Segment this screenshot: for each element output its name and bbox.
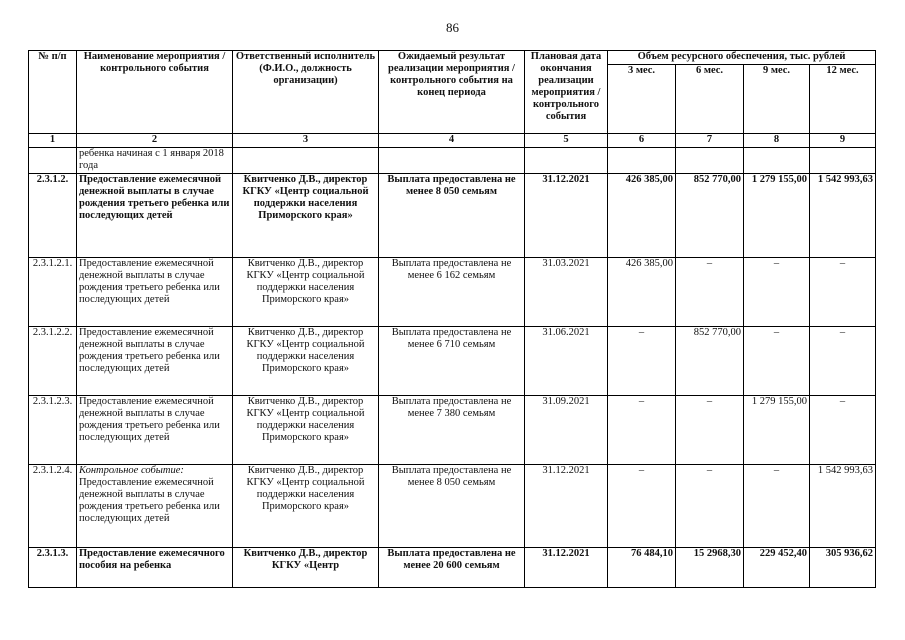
- column-number: 4: [379, 134, 525, 148]
- row-9-months: –: [744, 258, 810, 327]
- column-number: 7: [676, 134, 744, 148]
- table-row: [29, 258, 876, 327]
- row-executor: Квитченко Д.В., директор КГКУ «Центр: [233, 548, 379, 588]
- table-row: [29, 174, 876, 258]
- row-3-months: 426 385,00: [608, 258, 676, 327]
- header-number: № п/п: [29, 51, 77, 134]
- row-9-months: 229 452,40: [744, 548, 810, 588]
- header-12-months: 12 мес.: [810, 65, 876, 134]
- row-3-months: –: [608, 396, 676, 465]
- row-9-months: –: [744, 327, 810, 396]
- row-date: 31.12.2021: [525, 465, 608, 548]
- row-name: Предоставление ежемесячной денежной выплаты в случае рождения третьего ребенка или последующих детей: [77, 396, 233, 465]
- row-3-months: –: [608, 465, 676, 548]
- column-number: 9: [810, 134, 876, 148]
- column-number: 2: [77, 134, 233, 148]
- header-3-months: 3 мес.: [608, 65, 676, 134]
- header-date: Плановая дата окончания реализации мероприятия / контрольного события: [525, 51, 608, 134]
- row-result: Выплата предоставлена не менее 8 050 семьям: [379, 465, 525, 548]
- row-6-months: –: [676, 396, 744, 465]
- row-result: Выплата предоставлена не менее 20 600 семьям: [379, 548, 525, 588]
- table-row: [29, 396, 876, 465]
- header-result: Ожидаемый результат реализации мероприятия / контрольного события на конец периода: [379, 51, 525, 134]
- row-date: 31.03.2021: [525, 258, 608, 327]
- table-row: [29, 327, 876, 396]
- row-9-months: –: [744, 465, 810, 548]
- row-name: Предоставление ежемесячной денежной выплаты в случае рождения третьего ребенка или последующих детей: [79, 477, 220, 524]
- row-number: 2.3.1.2.: [29, 174, 77, 258]
- row-date: 31.06.2021: [525, 327, 608, 396]
- row-result: Выплата предоставлена не менее 6 710 семьям: [379, 327, 525, 396]
- row-12-months: –: [810, 396, 876, 465]
- row-executor: Квитченко Д.В., директор КГКУ «Центр социальной поддержки населения Приморского края»: [233, 258, 379, 327]
- row-12-months: –: [810, 258, 876, 327]
- column-number: 8: [744, 134, 810, 148]
- table-row: [29, 548, 876, 588]
- row-result: Выплата предоставлена не менее 8 050 семьям: [379, 174, 525, 258]
- column-number: 3: [233, 134, 379, 148]
- row-name: Предоставление ежемесячной денежной выплаты в случае рождения третьего ребенка или последующих детей: [77, 174, 233, 258]
- row-3-months: –: [608, 327, 676, 396]
- row-6-months: –: [676, 258, 744, 327]
- row-name: ребенка начиная с 1 января 2018 года: [77, 148, 233, 174]
- row-name: Предоставление ежемесячной денежной выплаты в случае рождения третьего ребенка или последующих детей: [77, 327, 233, 396]
- header-9-months: 9 мес.: [744, 65, 810, 134]
- row-number: 2.3.1.2.1.: [29, 258, 77, 327]
- row-6-months: –: [676, 465, 744, 548]
- row-number: 2.3.1.2.2.: [29, 327, 77, 396]
- control-event-label: Контрольное событие:: [79, 465, 184, 476]
- row-executor: Квитченко Д.В., директор КГКУ «Центр социальной поддержки населения Приморского края»: [233, 327, 379, 396]
- row-executor: Квитченко Д.В., директор КГКУ «Центр социальной поддержки населения Приморского края»: [233, 465, 379, 548]
- row-name: Предоставление ежемесячного пособия на ребенка: [77, 548, 233, 588]
- header-name: Наименование мероприятия / контрольного события: [77, 51, 233, 134]
- column-number: 6: [608, 134, 676, 148]
- row-6-months: 852 770,00: [676, 327, 744, 396]
- row-date: 31.12.2021: [525, 548, 608, 588]
- row-name-cell: [77, 465, 233, 548]
- row-6-months: 15 2968,30: [676, 548, 744, 588]
- column-number: 5: [525, 134, 608, 148]
- row-executor: Квитченко Д.В., директор КГКУ «Центр социальной поддержки населения Приморского края»: [233, 396, 379, 465]
- row-number: 2.3.1.2.4.: [29, 465, 77, 548]
- row-date: 31.09.2021: [525, 396, 608, 465]
- row-12-months: 1 542 993,63: [810, 174, 876, 258]
- row-result: Выплата предоставлена не менее 6 162 семьям: [379, 258, 525, 327]
- continuation-row: [29, 148, 876, 174]
- row-12-months: 1 542 993,63: [810, 465, 876, 548]
- header-6-months: 6 мес.: [676, 65, 744, 134]
- row-result: Выплата предоставлена не менее 7 380 семьям: [379, 396, 525, 465]
- row-name: Предоставление ежемесячной денежной выплаты в случае рождения третьего ребенка или последующих детей: [77, 258, 233, 327]
- row-number: 2.3.1.3.: [29, 548, 77, 588]
- row-3-months: 426 385,00: [608, 174, 676, 258]
- header-executor: Ответственный исполнитель (Ф.И.О., должность организации): [233, 51, 379, 134]
- resource-table: [28, 50, 876, 588]
- row-9-months: 1 279 155,00: [744, 396, 810, 465]
- row-9-months: 1 279 155,00: [744, 174, 810, 258]
- row-3-months: 76 484,10: [608, 548, 676, 588]
- page-number: 86: [446, 20, 459, 35]
- row-12-months: 305 936,62: [810, 548, 876, 588]
- row-number: 2.3.1.2.3.: [29, 396, 77, 465]
- column-number: 1: [29, 134, 77, 148]
- row-6-months: 852 770,00: [676, 174, 744, 258]
- row-date: 31.12.2021: [525, 174, 608, 258]
- table-row: [29, 465, 876, 548]
- row-12-months: –: [810, 327, 876, 396]
- row-executor: Квитченко Д.В., директор КГКУ «Центр социальной поддержки населения Приморского края»: [233, 174, 379, 258]
- header-resources: Объем ресурсного обеспечения, тыс. рублей: [608, 51, 876, 65]
